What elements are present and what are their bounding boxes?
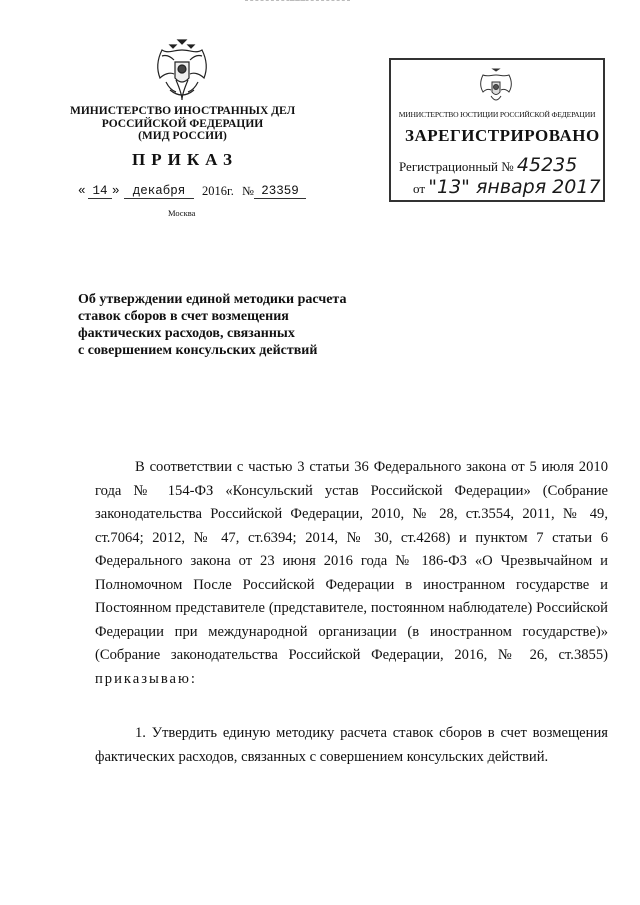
preamble-text: В соответствии с частью 3 статьи 36 Федерального закона от 5 июля 2010 года № 154-ФЗ «Консульский устав Российской Федерации» (Собрание законодательства Российской Федерации, 2010, № 28, ст.3554, 2011, № 49, ст.7064; 2012, № 47, ст.6394; 2014, № 30, ст.4268) и пунктом 7 статьи 6 Федерального закона от 23 июня 2016 года № 186-ФЗ «О Чрезвычайном и Полномочном После Российской Федерации в иностранном государстве и Постоянном представителе (представителе, постоянном наблюдателе) Российской Федерации при международной организации (в иностранном государстве)» (Собрание законодательства Российской Федерации, 2016, № 26, ст.3855) (95, 459, 608, 663)
stamp-date-handwritten: "13" января 2017 (428, 176, 601, 198)
order-subject (78, 291, 398, 359)
ministry-name-line: МИНИСТЕРСТВО ИНОСТРАННЫХ ДЕЛ (70, 105, 296, 117)
stamp-department: МИНИСТЕРСТВО ЮСТИЦИИ РОССИЙСКОЙ ФЕДЕРАЦИИ (398, 110, 596, 119)
scan-artifact (0, 0, 640, 6)
quote-close: » (112, 184, 120, 198)
ministry-header (70, 105, 295, 143)
order-year: 2016г. (202, 184, 234, 198)
order-title: ПРИКАЗ (132, 150, 238, 169)
subject-line: фактических расходов, связанных (78, 326, 295, 341)
subject-line: с совершением консульских действий (78, 343, 318, 358)
subject-line: Об утверждении единой методики расчета (78, 292, 347, 307)
stamp-registered-title: ЗАРЕГИСТРИРОВАНО (405, 126, 600, 145)
coat-of-arms-icon (152, 38, 212, 104)
stamp-reg-number-handwritten: 45235 (516, 154, 578, 176)
order-directive: приказываю: (95, 670, 197, 687)
clause-1-paragraph: 1. Утвердить единую методику расчета ставок сборов в счет возмещения фактических расходов, связанных с совершением консульских действий. (95, 725, 608, 765)
stamp-eagle-icon (477, 68, 515, 106)
order-month: декабря (124, 184, 194, 199)
city-label: Москва (168, 208, 196, 218)
quote-open: « (78, 184, 86, 198)
stamp-date (413, 176, 601, 198)
ministry-country-line: РОССИЙСКОЙ ФЕДЕРАЦИИ (101, 117, 264, 130)
ministry-abbrev-line: (МИД РОССИИ) (138, 130, 227, 142)
order-number-sign: № (242, 184, 254, 198)
stamp-date-prefix: от (413, 181, 426, 196)
preamble-paragraph (95, 456, 608, 691)
subject-line: ставок сборов в счет возмещения (78, 309, 289, 324)
registration-stamp (389, 58, 605, 202)
order-day: 14 (88, 184, 112, 199)
order-number: 23359 (254, 184, 306, 199)
stamp-reg-label: Регистрационный № (399, 159, 514, 174)
order-date-number-line (78, 184, 298, 202)
stamp-registration-number (399, 154, 577, 176)
